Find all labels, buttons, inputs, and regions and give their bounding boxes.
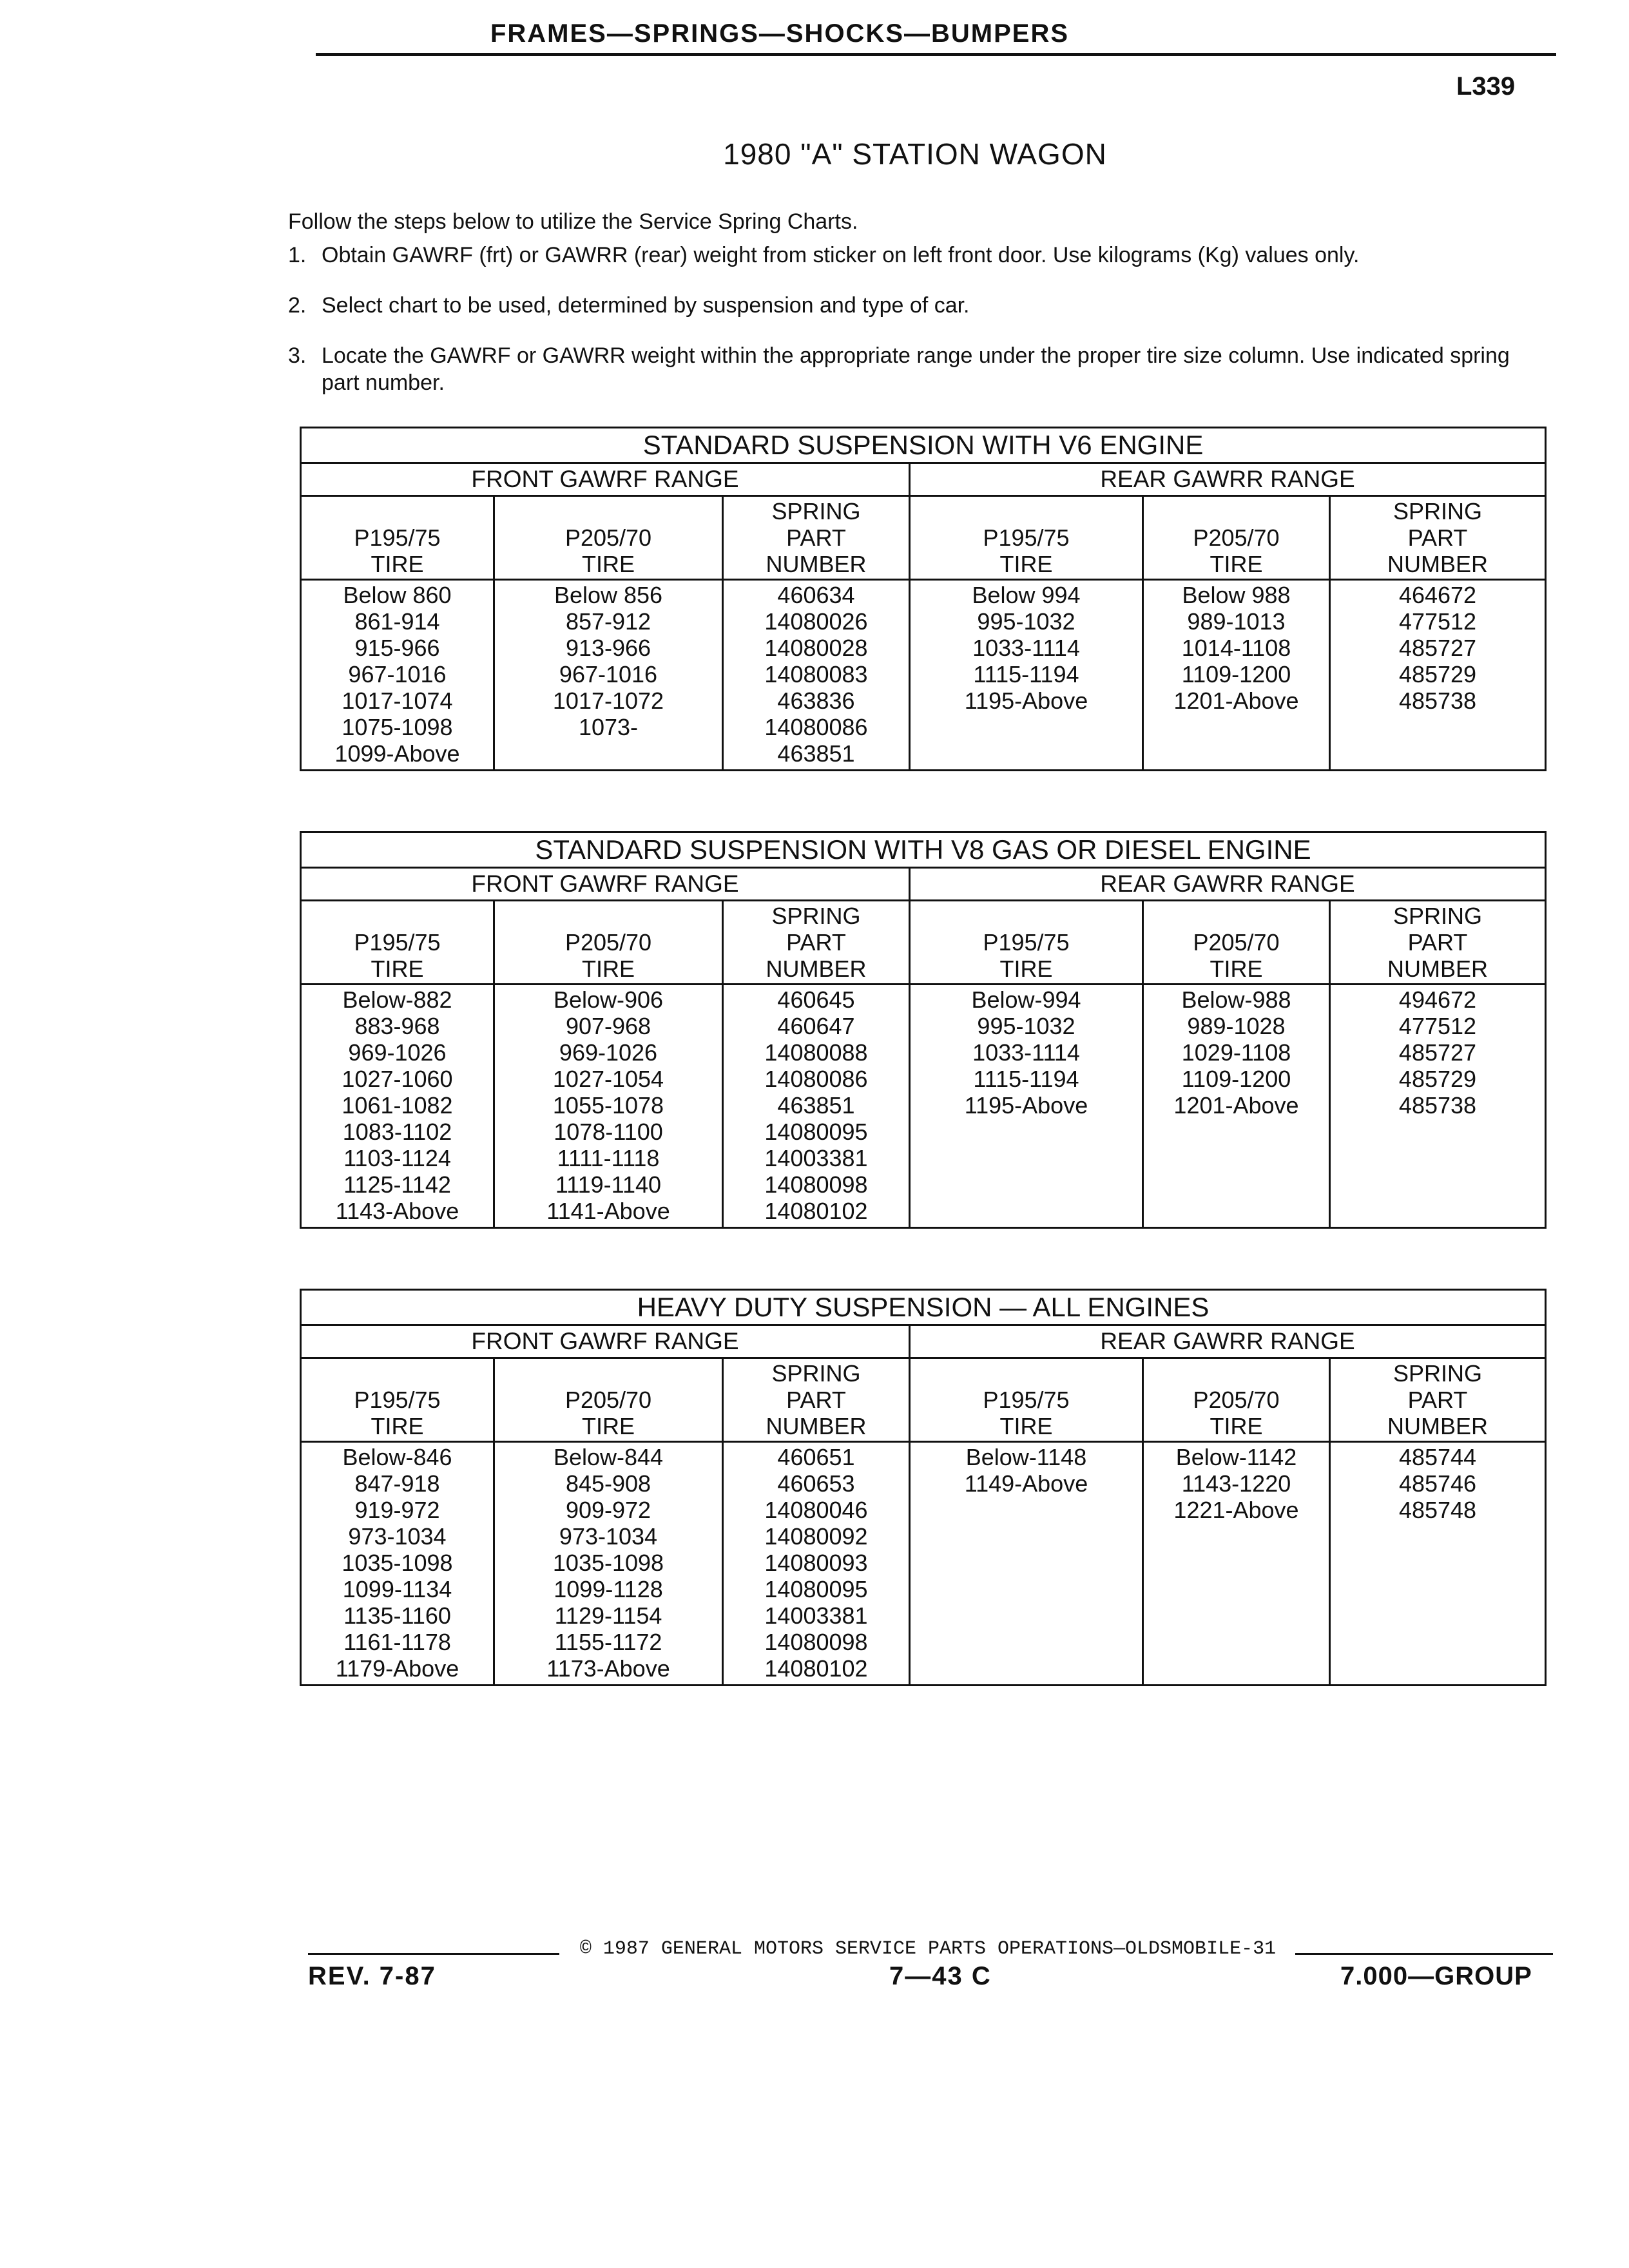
table-cell: 14003381 bbox=[723, 1145, 910, 1171]
column-header-line: PART bbox=[786, 524, 846, 551]
table-cell: 460645 bbox=[723, 985, 910, 1014]
table-cell bbox=[1330, 714, 1546, 740]
table-cell: 847-918 bbox=[301, 1470, 494, 1497]
table-cell: 989-1013 bbox=[1143, 608, 1330, 635]
table-cell bbox=[910, 714, 1143, 740]
table-cell: 460651 bbox=[723, 1442, 910, 1471]
column-header-line: NUMBER bbox=[766, 956, 867, 982]
table-cell: 1109-1200 bbox=[1143, 661, 1330, 687]
table-row bbox=[301, 1442, 1546, 1471]
table-cell: 883-968 bbox=[301, 1013, 494, 1039]
column-header bbox=[1143, 1358, 1330, 1442]
table-cell: 14080026 bbox=[723, 608, 910, 635]
column-header-line: TIRE bbox=[1210, 551, 1263, 577]
column-header-line bbox=[302, 498, 493, 524]
table-cell: 989-1028 bbox=[1143, 1013, 1330, 1039]
chart-title: STANDARD SUSPENSION WITH V8 GAS OR DIESEL ENGINE bbox=[301, 832, 1546, 868]
table-cell: 1017-1074 bbox=[301, 687, 494, 714]
table-cell: 995-1032 bbox=[910, 1013, 1143, 1039]
column-header-line: P205/70 bbox=[564, 1387, 652, 1413]
table-cell: 485744 bbox=[1330, 1442, 1546, 1471]
table-cell: Below-1148 bbox=[910, 1442, 1143, 1471]
table-cell: 464672 bbox=[1330, 580, 1546, 609]
table-cell: Below 994 bbox=[910, 580, 1143, 609]
table-cell bbox=[1330, 1550, 1546, 1576]
table-cell: 14080093 bbox=[723, 1550, 910, 1576]
rear-range-header: REAR GAWRR RANGE bbox=[910, 1325, 1546, 1358]
footer-copyright: © 1987 GENERAL MOTORS SERVICE PARTS OPERATIONS—OLDSMOBILE-31 bbox=[579, 1938, 1277, 1960]
table-cell: 485729 bbox=[1330, 661, 1546, 687]
table-cell: 1221-Above bbox=[1143, 1497, 1330, 1523]
step-number: 3. bbox=[288, 343, 307, 368]
spring-chart-heavy-duty bbox=[300, 1289, 1547, 1686]
front-range-header: FRONT GAWRF RANGE bbox=[301, 463, 910, 496]
table-cell bbox=[1143, 1198, 1330, 1228]
column-header-line: NUMBER bbox=[1387, 956, 1488, 982]
table-cell: 1029-1108 bbox=[1143, 1039, 1330, 1066]
column-header bbox=[910, 1358, 1143, 1442]
table-row bbox=[301, 1198, 1546, 1228]
table-cell bbox=[1330, 1198, 1546, 1228]
table-cell: 1055-1078 bbox=[494, 1092, 723, 1119]
table-cell: 1143-1220 bbox=[1143, 1470, 1330, 1497]
table-cell bbox=[910, 1576, 1143, 1602]
column-header-line bbox=[495, 498, 722, 524]
table-cell: 973-1034 bbox=[301, 1523, 494, 1550]
table-row bbox=[301, 635, 1546, 661]
table-cell: 485727 bbox=[1330, 1039, 1546, 1066]
table-cell: 14080046 bbox=[723, 1497, 910, 1523]
table-cell: 1155-1172 bbox=[494, 1629, 723, 1655]
page-code: L339 bbox=[1456, 72, 1516, 101]
footer-rule-left bbox=[308, 1953, 559, 1955]
column-header-line: SPRING bbox=[771, 1360, 861, 1387]
table-cell bbox=[1143, 1145, 1330, 1171]
table-row bbox=[301, 985, 1546, 1014]
table-cell: 1149-Above bbox=[910, 1470, 1143, 1497]
table-cell: 14080028 bbox=[723, 635, 910, 661]
chart-title-row bbox=[301, 428, 1546, 463]
table-cell: 1027-1060 bbox=[301, 1066, 494, 1092]
table-cell: 1115-1194 bbox=[910, 661, 1143, 687]
range-header-row bbox=[301, 868, 1546, 901]
table-cell: 1143-Above bbox=[301, 1198, 494, 1228]
column-header-line bbox=[495, 1360, 722, 1387]
table-cell: 1099-1134 bbox=[301, 1576, 494, 1602]
table-cell bbox=[1143, 1655, 1330, 1686]
rear-range-header: REAR GAWRR RANGE bbox=[910, 868, 1546, 901]
table-cell: 1035-1098 bbox=[301, 1550, 494, 1576]
column-header bbox=[1330, 901, 1546, 985]
column-header-line: P195/75 bbox=[983, 929, 1070, 956]
table-cell: 1125-1142 bbox=[301, 1171, 494, 1198]
column-header-line: TIRE bbox=[581, 1413, 635, 1439]
table-cell: 913-966 bbox=[494, 635, 723, 661]
step-number: 1. bbox=[288, 243, 307, 267]
table-row bbox=[301, 1013, 1546, 1039]
range-header-row bbox=[301, 463, 1546, 496]
chart-title: STANDARD SUSPENSION WITH V6 ENGINE bbox=[301, 428, 1546, 463]
table-cell: Below 988 bbox=[1143, 580, 1330, 609]
step-item bbox=[288, 342, 1551, 396]
step-text: Obtain GAWRF (frt) or GAWRR (rear) weight from sticker on left front door. Use kilograms (Kg) values only. bbox=[322, 243, 1360, 267]
footer-group: 7.000—GROUP bbox=[1340, 1962, 1532, 1990]
table-cell: 1119-1140 bbox=[494, 1171, 723, 1198]
column-header-line: NUMBER bbox=[1387, 1413, 1489, 1439]
column-header-line: P195/75 bbox=[983, 1387, 1070, 1413]
table-cell: 1078-1100 bbox=[494, 1119, 723, 1145]
column-header-line: PART bbox=[786, 1387, 846, 1413]
table-cell: Below-846 bbox=[301, 1442, 494, 1471]
chart-title: HEAVY DUTY SUSPENSION — ALL ENGINES bbox=[301, 1290, 1546, 1325]
column-header-line: PART bbox=[1407, 1387, 1468, 1413]
column-header-line: SPRING bbox=[1393, 498, 1483, 524]
column-header-line: TIRE bbox=[999, 1413, 1053, 1439]
column-header-line bbox=[1144, 903, 1329, 929]
table-cell: 909-972 bbox=[494, 1497, 723, 1523]
table-cell: 1083-1102 bbox=[301, 1119, 494, 1145]
table-cell: 967-1016 bbox=[494, 661, 723, 687]
column-header-line: P195/75 bbox=[354, 1387, 441, 1413]
table-cell: 1195-Above bbox=[910, 687, 1143, 714]
table-cell: 14080095 bbox=[723, 1576, 910, 1602]
table-cell bbox=[1143, 1171, 1330, 1198]
table-cell: 485746 bbox=[1330, 1470, 1546, 1497]
table-cell: 485748 bbox=[1330, 1497, 1546, 1523]
column-header bbox=[494, 901, 723, 985]
table-cell bbox=[1330, 1602, 1546, 1629]
column-header bbox=[723, 1358, 910, 1442]
column-header bbox=[1143, 901, 1330, 985]
table-cell: 919-972 bbox=[301, 1497, 494, 1523]
table-cell: 14080088 bbox=[723, 1039, 910, 1066]
table-row bbox=[301, 580, 1546, 609]
table-cell: 463836 bbox=[723, 687, 910, 714]
column-header-line: SPRING bbox=[1393, 903, 1483, 929]
table-cell: Below-844 bbox=[494, 1442, 723, 1471]
table-cell: 1115-1194 bbox=[910, 1066, 1143, 1092]
table-cell: 1061-1082 bbox=[301, 1092, 494, 1119]
table-cell: 463851 bbox=[723, 740, 910, 771]
table-cell: 14080102 bbox=[723, 1655, 910, 1686]
table-row bbox=[301, 1470, 1546, 1497]
table-cell bbox=[910, 1523, 1143, 1550]
table-cell: 1103-1124 bbox=[301, 1145, 494, 1171]
rear-range-header: REAR GAWRR RANGE bbox=[910, 463, 1546, 496]
table-cell: Below-988 bbox=[1143, 985, 1330, 1014]
column-header-line bbox=[911, 1360, 1142, 1387]
table-cell: 1111-1118 bbox=[494, 1145, 723, 1171]
table-cell: 485727 bbox=[1330, 635, 1546, 661]
table-cell: 485738 bbox=[1330, 1092, 1546, 1119]
table-cell bbox=[1143, 1523, 1330, 1550]
table-cell: 14080098 bbox=[723, 1171, 910, 1198]
table-row bbox=[301, 1576, 1546, 1602]
table-cell: 1195-Above bbox=[910, 1092, 1143, 1119]
table-cell: 1035-1098 bbox=[494, 1550, 723, 1576]
column-header bbox=[494, 1358, 723, 1442]
table-cell bbox=[910, 1655, 1143, 1686]
table-cell bbox=[910, 1629, 1143, 1655]
document-title: 1980 "A" STATION WAGON bbox=[723, 137, 1107, 171]
table-cell bbox=[1330, 1145, 1546, 1171]
column-header-line: TIRE bbox=[371, 551, 424, 577]
table-cell bbox=[1330, 1576, 1546, 1602]
table-cell: Below-994 bbox=[910, 985, 1143, 1014]
table-cell: 14080102 bbox=[723, 1198, 910, 1228]
column-header-line: TIRE bbox=[371, 956, 424, 982]
table-cell: 1173-Above bbox=[494, 1655, 723, 1686]
table-row bbox=[301, 1066, 1546, 1092]
table-cell bbox=[1330, 740, 1546, 771]
table-cell: 494672 bbox=[1330, 985, 1546, 1014]
column-header bbox=[1143, 496, 1330, 580]
table-row bbox=[301, 1039, 1546, 1066]
column-header-line: PART bbox=[1407, 524, 1468, 551]
spring-chart-v8 bbox=[300, 831, 1547, 1229]
table-cell: 1027-1054 bbox=[494, 1066, 723, 1092]
column-header-line: P205/70 bbox=[1193, 929, 1280, 956]
column-header bbox=[301, 901, 494, 985]
table-cell: 1075-1098 bbox=[301, 714, 494, 740]
table-cell bbox=[1330, 1171, 1546, 1198]
footer-rule-right bbox=[1295, 1953, 1553, 1955]
table-cell: 485738 bbox=[1330, 687, 1546, 714]
table-cell: 861-914 bbox=[301, 608, 494, 635]
table-cell: 460647 bbox=[723, 1013, 910, 1039]
chart-title-row bbox=[301, 832, 1546, 868]
column-header-line: SPRING bbox=[771, 903, 861, 929]
table-cell: 14080086 bbox=[723, 1066, 910, 1092]
table-cell: 14080092 bbox=[723, 1523, 910, 1550]
column-header-line: P205/70 bbox=[1193, 1387, 1280, 1413]
table-cell: 1135-1160 bbox=[301, 1602, 494, 1629]
table-cell bbox=[910, 1171, 1143, 1198]
column-header-line: PART bbox=[786, 929, 846, 956]
column-header bbox=[301, 1358, 494, 1442]
table-cell: 477512 bbox=[1330, 1013, 1546, 1039]
column-header-line bbox=[302, 903, 493, 929]
table-cell: 477512 bbox=[1330, 608, 1546, 635]
header-rule bbox=[316, 53, 1556, 56]
table-cell: 1161-1178 bbox=[301, 1629, 494, 1655]
table-cell bbox=[910, 1550, 1143, 1576]
table-row bbox=[301, 687, 1546, 714]
column-header-line bbox=[911, 498, 1142, 524]
table-cell: 1073- bbox=[494, 714, 723, 740]
step-number: 2. bbox=[288, 293, 307, 318]
column-header-line: P195/75 bbox=[354, 524, 441, 551]
column-header-line: PART bbox=[1407, 929, 1468, 956]
table-cell bbox=[494, 740, 723, 771]
table-cell: Below 856 bbox=[494, 580, 723, 609]
table-cell bbox=[1330, 1629, 1546, 1655]
column-header-line: TIRE bbox=[581, 551, 635, 577]
column-header-line: P205/70 bbox=[564, 929, 652, 956]
column-header-row bbox=[301, 496, 1546, 580]
column-header bbox=[1330, 496, 1546, 580]
spring-chart-v6 bbox=[300, 427, 1547, 771]
table-row bbox=[301, 1655, 1546, 1686]
column-header bbox=[301, 496, 494, 580]
table-cell: 485729 bbox=[1330, 1066, 1546, 1092]
column-header-line: P205/70 bbox=[564, 524, 652, 551]
column-header-line bbox=[911, 903, 1142, 929]
table-row bbox=[301, 1523, 1546, 1550]
table-cell: 1141-Above bbox=[494, 1198, 723, 1228]
table-cell bbox=[910, 1145, 1143, 1171]
table-cell: 1033-1114 bbox=[910, 635, 1143, 661]
column-header-line: SPRING bbox=[1393, 1360, 1483, 1387]
table-cell: 14080086 bbox=[723, 714, 910, 740]
table-cell bbox=[910, 740, 1143, 771]
column-header-line: P195/75 bbox=[983, 524, 1070, 551]
table-cell: 14080098 bbox=[723, 1629, 910, 1655]
table-row bbox=[301, 1145, 1546, 1171]
step-item bbox=[288, 292, 1551, 319]
table-cell bbox=[1143, 1550, 1330, 1576]
column-header-line bbox=[1144, 498, 1329, 524]
table-cell bbox=[1143, 740, 1330, 771]
table-cell bbox=[1143, 1119, 1330, 1145]
table-cell: 967-1016 bbox=[301, 661, 494, 687]
column-header-line: P195/75 bbox=[354, 929, 441, 956]
intro-text: Follow the steps below to utilize the Service Spring Charts. bbox=[288, 209, 858, 234]
table-cell: 1033-1114 bbox=[910, 1039, 1143, 1066]
table-row bbox=[301, 1171, 1546, 1198]
table-cell: 14003381 bbox=[723, 1602, 910, 1629]
step-text: Locate the GAWRF or GAWRR weight within the appropriate range under the proper tire size column. Use indicated spring part number. bbox=[322, 343, 1510, 395]
table-row bbox=[301, 1550, 1546, 1576]
table-cell: 460653 bbox=[723, 1470, 910, 1497]
column-header-line: TIRE bbox=[581, 956, 635, 982]
column-header-line: TIRE bbox=[999, 956, 1053, 982]
table-cell: 460634 bbox=[723, 580, 910, 609]
column-header bbox=[723, 901, 910, 985]
table-cell bbox=[1143, 1602, 1330, 1629]
table-cell bbox=[1143, 1629, 1330, 1655]
table-row bbox=[301, 1092, 1546, 1119]
column-header-line: NUMBER bbox=[766, 551, 867, 577]
table-cell bbox=[910, 1497, 1143, 1523]
footer-page-number: 7—43 C bbox=[889, 1962, 992, 1990]
table-cell: 915-966 bbox=[301, 635, 494, 661]
table-row bbox=[301, 608, 1546, 635]
column-header-line bbox=[495, 903, 722, 929]
table-cell bbox=[1330, 1523, 1546, 1550]
table-row bbox=[301, 1629, 1546, 1655]
table-cell: 14080095 bbox=[723, 1119, 910, 1145]
column-header-row bbox=[301, 901, 1546, 985]
column-header bbox=[1330, 1358, 1546, 1442]
column-header-line bbox=[302, 1360, 493, 1387]
table-cell bbox=[910, 1119, 1143, 1145]
table-cell: 1099-1128 bbox=[494, 1576, 723, 1602]
table-cell: Below-1142 bbox=[1143, 1442, 1330, 1471]
table-cell: 1099-Above bbox=[301, 740, 494, 771]
table-row bbox=[301, 661, 1546, 687]
column-header-line bbox=[1144, 1360, 1329, 1387]
column-header bbox=[723, 496, 910, 580]
column-header-line: TIRE bbox=[999, 551, 1053, 577]
column-header-line: SPRING bbox=[771, 498, 861, 524]
section-header-title: FRAMES—SPRINGS—SHOCKS—BUMPERS bbox=[490, 19, 1070, 48]
table-cell: Below-906 bbox=[494, 985, 723, 1014]
table-cell bbox=[1143, 714, 1330, 740]
table-cell: 1129-1154 bbox=[494, 1602, 723, 1629]
column-header-line: NUMBER bbox=[1387, 551, 1489, 577]
table-cell: 1179-Above bbox=[301, 1655, 494, 1686]
table-cell: 14080083 bbox=[723, 661, 910, 687]
table-cell: 1201-Above bbox=[1143, 687, 1330, 714]
column-header-line: TIRE bbox=[371, 1413, 424, 1439]
table-row bbox=[301, 714, 1546, 740]
chart-title-row bbox=[301, 1290, 1546, 1325]
table-row bbox=[301, 1497, 1546, 1523]
table-cell bbox=[1330, 1119, 1546, 1145]
table-row bbox=[301, 1119, 1546, 1145]
front-range-header: FRONT GAWRF RANGE bbox=[301, 868, 910, 901]
column-header-line: TIRE bbox=[1210, 956, 1263, 982]
column-header-line: P205/70 bbox=[1193, 524, 1280, 551]
table-cell: Below 860 bbox=[301, 580, 494, 609]
table-cell: 857-912 bbox=[494, 608, 723, 635]
column-header bbox=[910, 901, 1143, 985]
table-cell: 1109-1200 bbox=[1143, 1066, 1330, 1092]
table-cell: 969-1026 bbox=[494, 1039, 723, 1066]
table-cell bbox=[910, 1602, 1143, 1629]
footer-revision: REV. 7-87 bbox=[308, 1962, 436, 1990]
table-cell: 969-1026 bbox=[301, 1039, 494, 1066]
table-cell: 463851 bbox=[723, 1092, 910, 1119]
table-cell: 1014-1108 bbox=[1143, 635, 1330, 661]
step-text: Select chart to be used, determined by suspension and type of car. bbox=[322, 293, 970, 318]
table-cell: 995-1032 bbox=[910, 608, 1143, 635]
step-item bbox=[288, 242, 1551, 269]
column-header-line: NUMBER bbox=[766, 1413, 867, 1439]
table-cell bbox=[910, 1198, 1143, 1228]
table-cell bbox=[1143, 1576, 1330, 1602]
table-cell bbox=[1330, 1655, 1546, 1686]
table-cell: 845-908 bbox=[494, 1470, 723, 1497]
table-row bbox=[301, 740, 1546, 771]
table-cell: 1017-1072 bbox=[494, 687, 723, 714]
table-cell: 1201-Above bbox=[1143, 1092, 1330, 1119]
front-range-header: FRONT GAWRF RANGE bbox=[301, 1325, 910, 1358]
column-header-row bbox=[301, 1358, 1546, 1442]
table-row bbox=[301, 1602, 1546, 1629]
table-cell: 973-1034 bbox=[494, 1523, 723, 1550]
column-header bbox=[910, 496, 1143, 580]
range-header-row bbox=[301, 1325, 1546, 1358]
table-cell: Below-882 bbox=[301, 985, 494, 1014]
steps-list bbox=[288, 242, 1551, 419]
column-header-line: TIRE bbox=[1210, 1413, 1263, 1439]
table-cell: 907-968 bbox=[494, 1013, 723, 1039]
column-header bbox=[494, 496, 723, 580]
